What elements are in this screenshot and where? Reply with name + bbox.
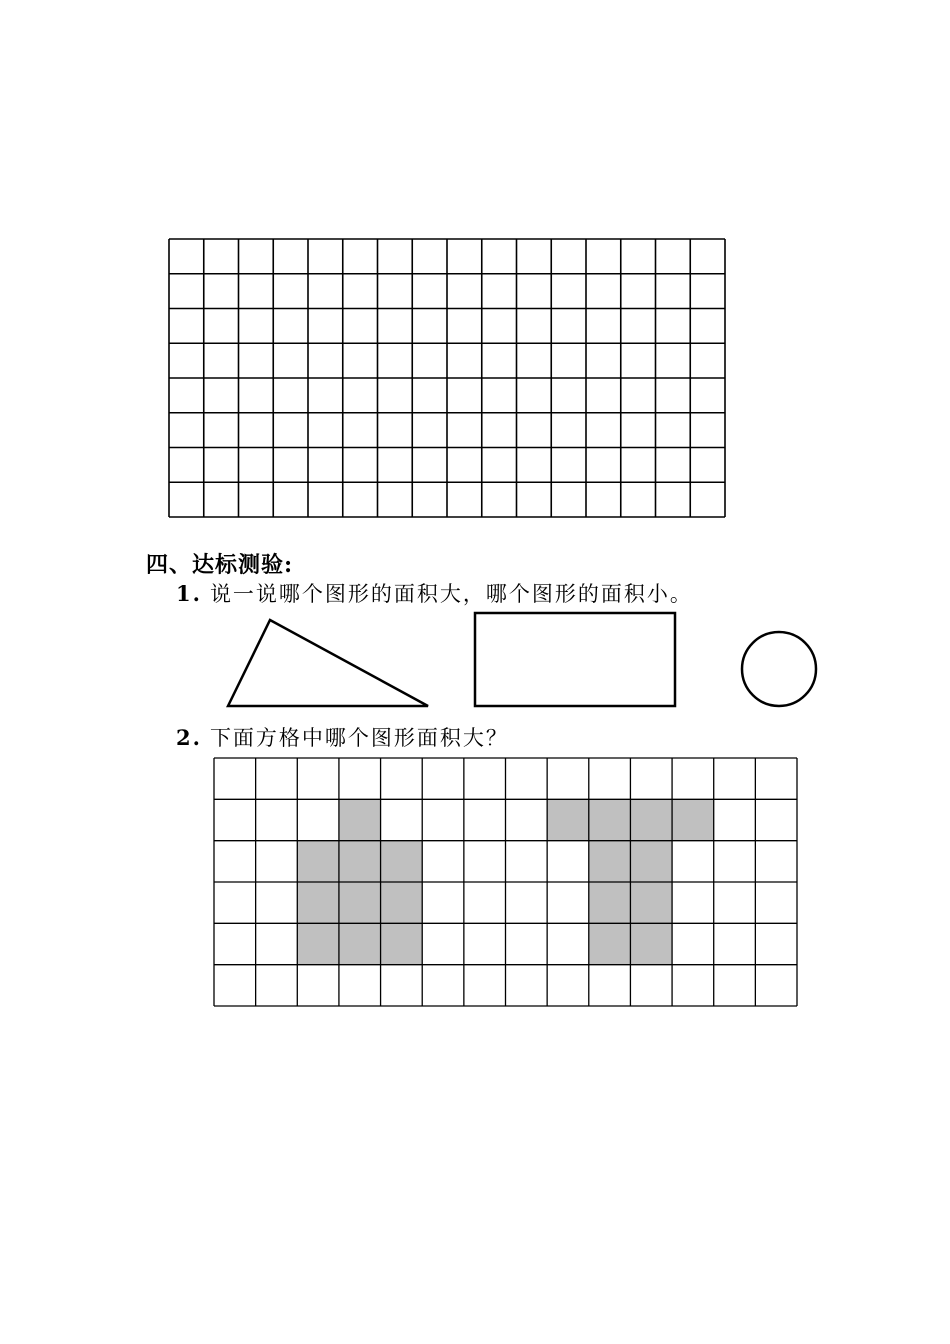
triangle-shape (228, 620, 428, 706)
section-title: 四、达标测验: (146, 552, 294, 578)
right-figure-cell (630, 841, 672, 882)
compare-shapes (218, 610, 828, 710)
shaded-figures-grid (212, 756, 799, 1008)
left-figure-cell (381, 923, 423, 964)
right-figure-cell (630, 799, 672, 840)
question-2-text: 下面方格中哪个图形面积大？ (209, 726, 509, 750)
right-figure-cell (547, 799, 589, 840)
question-2-number: 2. (176, 725, 202, 750)
right-figure-cell (672, 799, 714, 840)
right-figure-cell (589, 799, 631, 840)
right-figure-cell (589, 841, 631, 882)
right-figure-cell (589, 923, 631, 964)
blank-grid (167, 237, 727, 519)
question-1-text: 说一说哪个图形的面积大，哪个图形的面积小。 (209, 582, 693, 606)
right-figure-cell (589, 882, 631, 923)
left-figure-cell (339, 841, 381, 882)
rectangle-shape (475, 613, 675, 706)
left-figure-cell (381, 841, 423, 882)
left-figure-cell (339, 799, 381, 840)
question-1 (176, 578, 693, 608)
left-figure-cell (381, 882, 423, 923)
question-2 (176, 722, 509, 752)
right-figure-cell (630, 882, 672, 923)
left-figure-cell (339, 882, 381, 923)
left-figure-cell (297, 923, 339, 964)
left-figure-cell (297, 882, 339, 923)
right-figure-cell (630, 923, 672, 964)
question-1-number: 1. (176, 581, 202, 606)
left-figure-cell (297, 841, 339, 882)
left-figure-cell (339, 923, 381, 964)
circle-shape (742, 632, 816, 706)
